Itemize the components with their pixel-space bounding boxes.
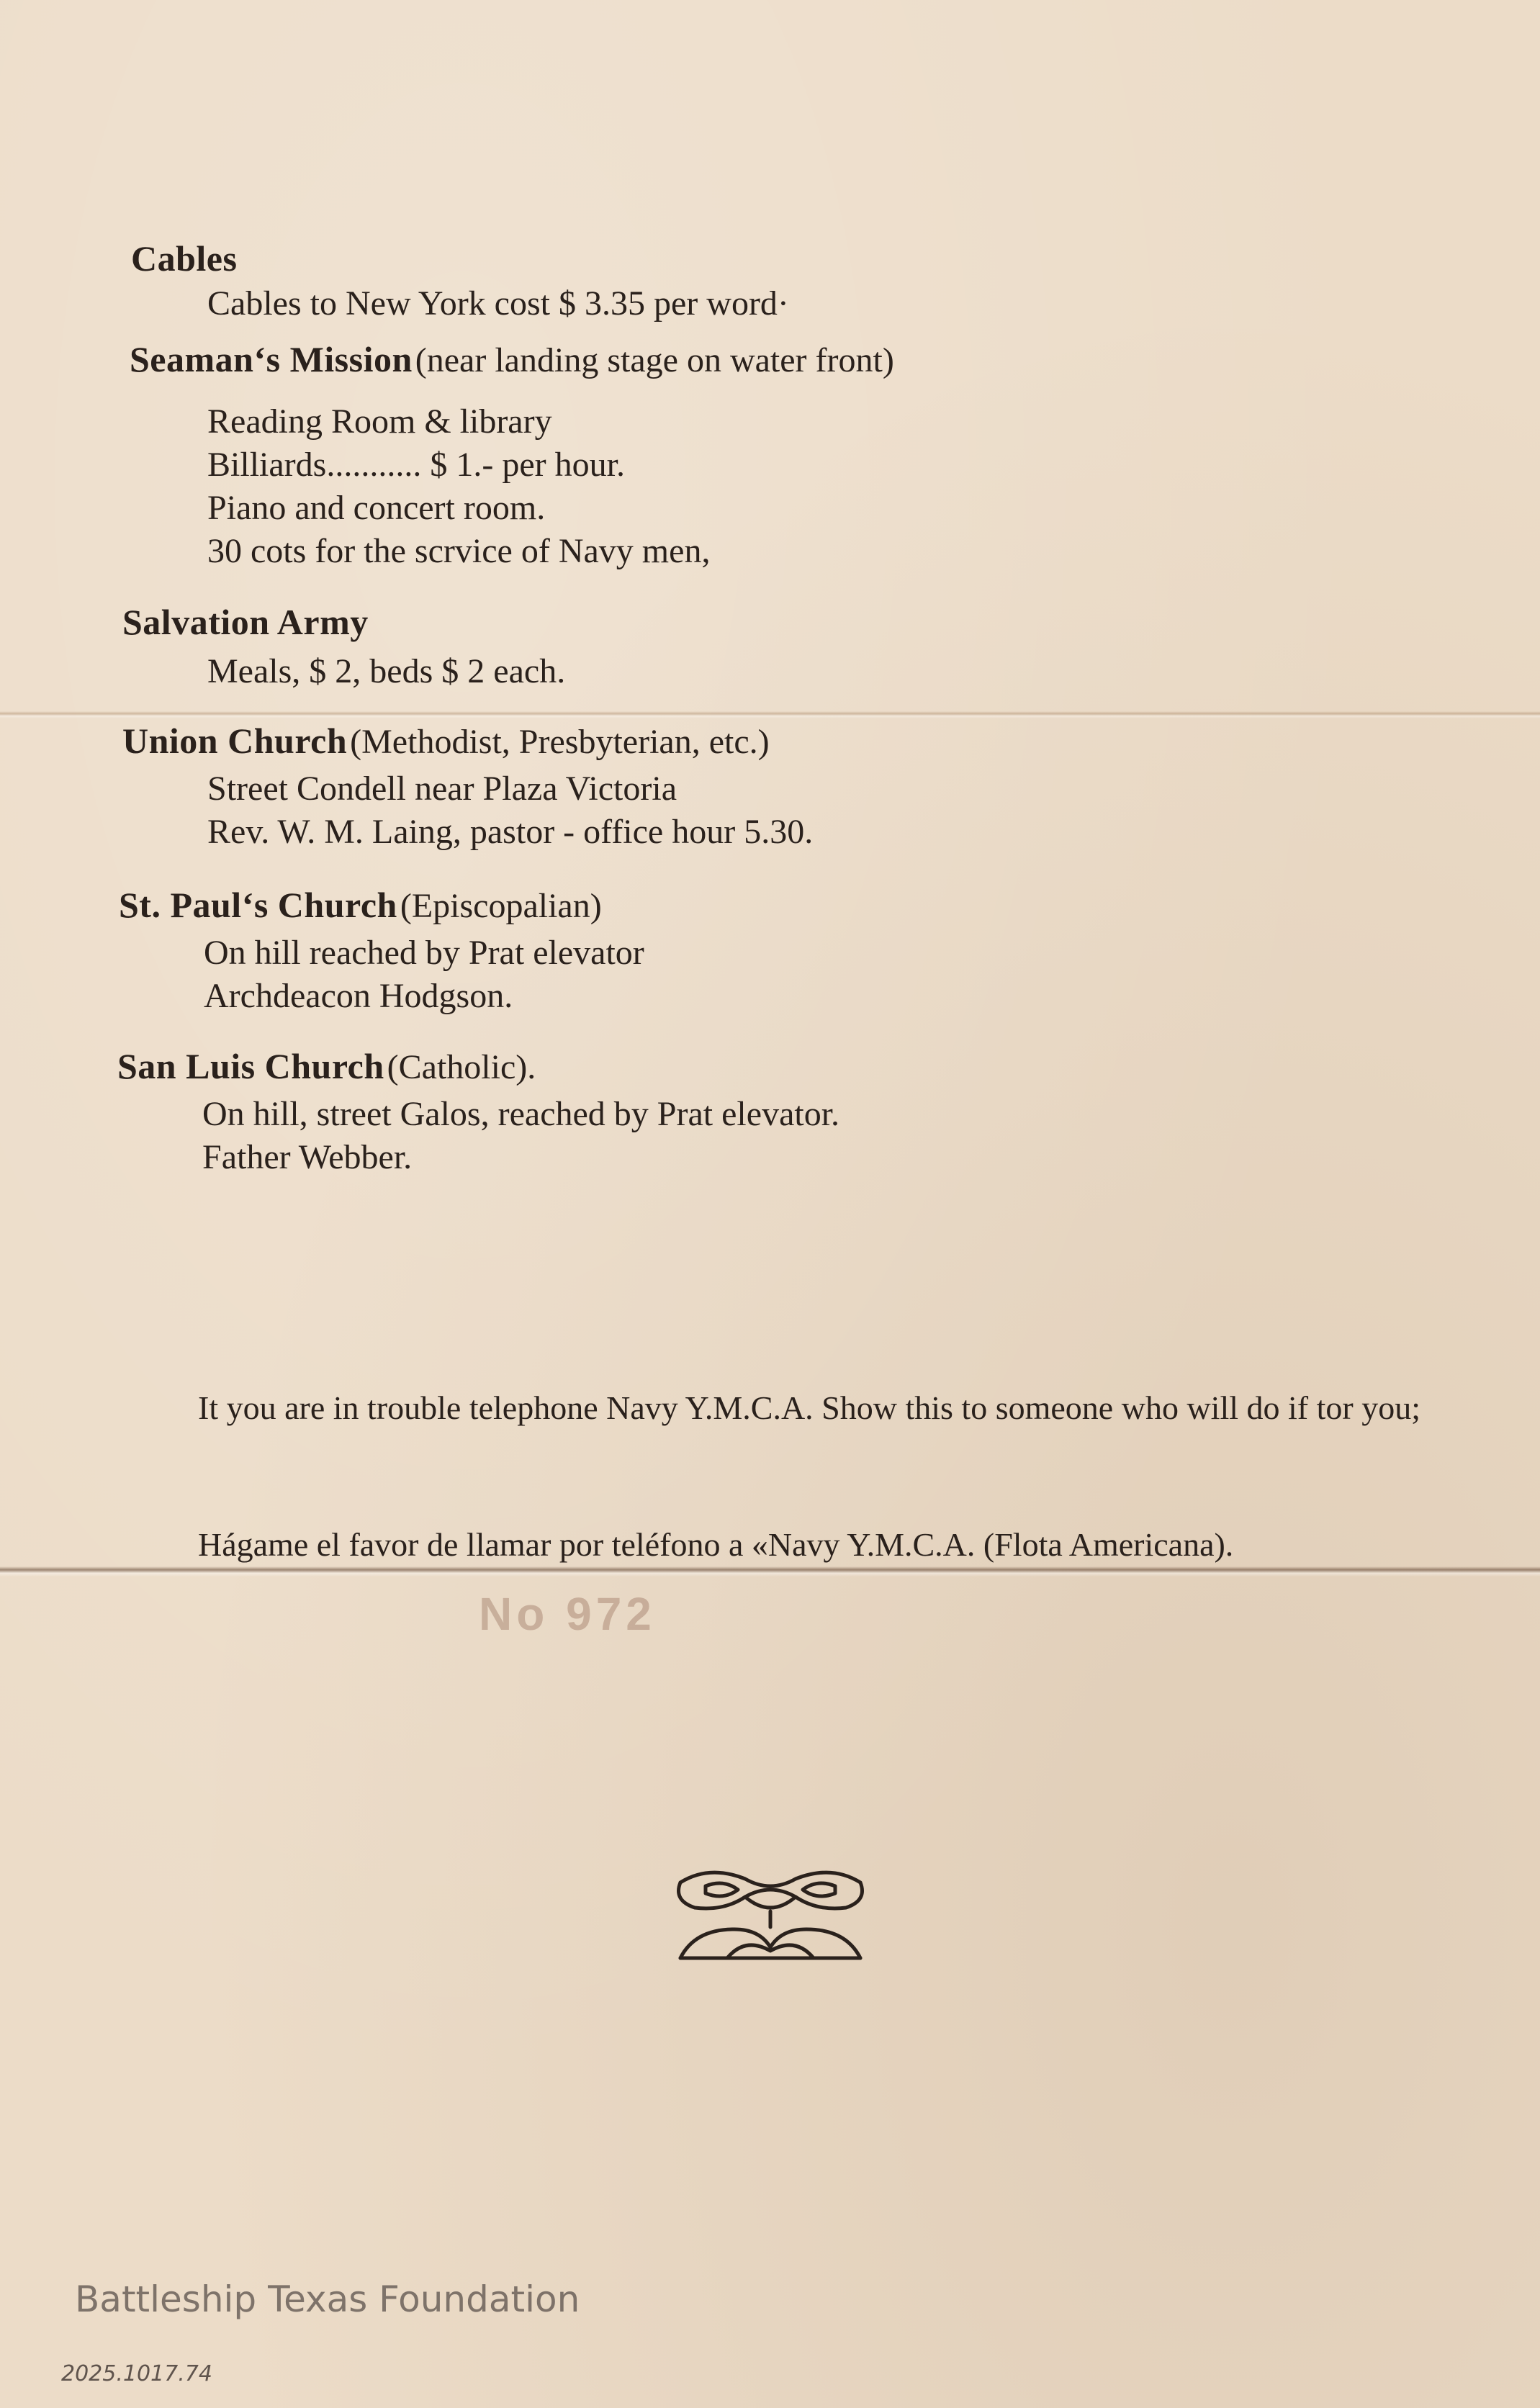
st-pauls-heading: St. Paul‘s Church [119, 885, 397, 925]
watermark-text: Battleship Texas Foundation [75, 2278, 580, 2320]
san-luis-heading-row [117, 1045, 1485, 1087]
section-salvation-army [122, 601, 1490, 693]
union-church-subtitle: (Methodist, Presbyterian, etc.) [350, 723, 770, 761]
stamp-number: No 972 [479, 1588, 656, 1640]
union-church-line-2: Rev. W. M. Laing, pastor - office hour 5.30. [207, 813, 814, 851]
section-san-luis [117, 1045, 1485, 1179]
seamans-mission-line-3: Piano and concert room. [207, 489, 546, 527]
seamans-mission-line-4: 30 cots for the scrvice of Navy men, [207, 532, 711, 570]
seamans-mission-heading: Seaman‘s Mission [130, 339, 413, 379]
seamans-mission-line-1: Reading Room & library [207, 402, 552, 441]
st-pauls-subtitle: (Episcopalian) [400, 887, 602, 925]
seamans-mission-heading-row [122, 338, 1490, 380]
ornament-icon [666, 1861, 875, 1969]
st-pauls-list [119, 932, 1487, 1018]
union-church-heading-row [122, 720, 1490, 762]
san-luis-subtitle: (Catholic). [387, 1048, 536, 1086]
st-pauls-line-1: On hill reached by Prat elevator [204, 934, 644, 972]
san-luis-line-2: Father Webber. [202, 1138, 413, 1176]
paper-fold-lower [0, 1566, 1540, 1577]
union-church-line-1: Street Condell near Plaza Victoria [207, 770, 677, 808]
san-luis-list [117, 1093, 1485, 1179]
st-pauls-line-2: Archdeacon Hodgson. [204, 977, 513, 1015]
seamans-mission-list [122, 400, 1490, 573]
union-church-heading: Union Church [122, 721, 348, 761]
salvation-army-line-1: Meals, $ 2, beds $ 2 each. [207, 652, 566, 690]
san-luis-heading: San Luis Church [117, 1046, 384, 1086]
seamans-mission-subtitle: (near landing stage on water front) [415, 341, 894, 379]
st-pauls-heading-row [119, 884, 1487, 926]
union-church-list [122, 767, 1490, 854]
notice-spanish: Hágame el favor de llamar por teléfono a «Navy Y.M.C.A. (Flota Americana). [198, 1526, 1234, 1563]
section-union-church [122, 720, 1490, 854]
san-luis-line-1: On hill, street Galos, reached by Prat elevator. [202, 1095, 840, 1133]
section-st-pauls [119, 884, 1487, 1018]
cables-line-1: Cables to New York cost $ 3.35 per word· [207, 284, 789, 323]
section-seamans-mission [122, 338, 1490, 573]
salvation-army-heading: Salvation Army [122, 602, 369, 642]
section-cables [122, 238, 1490, 325]
seamans-mission-line-2: Billiards........... $ 1.- per hour. [207, 446, 625, 484]
cables-heading: Cables [131, 238, 238, 279]
accession-number: 2025.1017.74 [61, 2361, 212, 2386]
notice-english: It you are in trouble telephone Navy Y.M.C.A. Show this to someone who will do if tor you; [198, 1389, 1420, 1426]
paper-fold-upper [0, 711, 1540, 718]
